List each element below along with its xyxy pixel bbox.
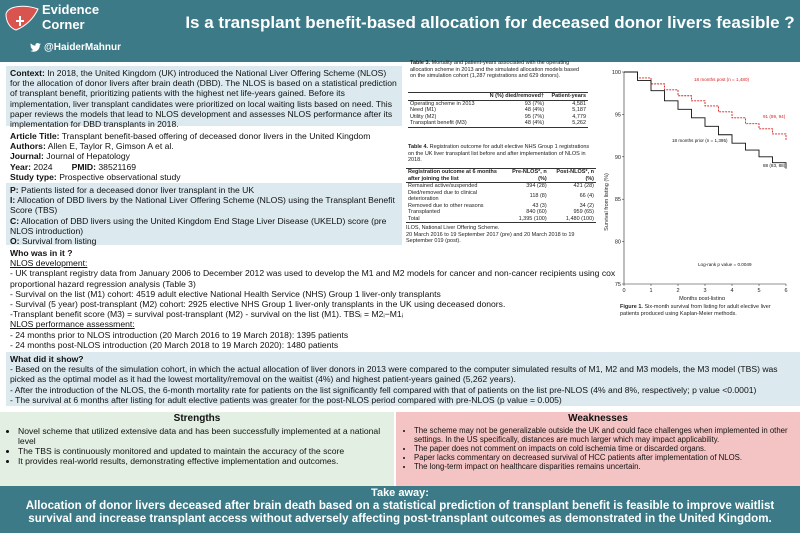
article-meta (6, 131, 402, 187)
pmid: 38521169 (98, 161, 137, 172)
weakness-item: • The scheme may not be generalizable outside the UK and could face challenges when implemented in other settings. In the US specifically, distances are much larger which may impact applicability. (414, 426, 796, 444)
perf-heading: NLOS performance assessment: (10, 319, 135, 330)
table4-caption (408, 144, 593, 164)
table4-cell: 43 (3) (532, 202, 547, 209)
pico-i: Allocation of DBD livers by the National Liver Offering Scheme (NLOS) using the Transplant Benefit Score (TBS) (10, 195, 395, 216)
what-heading: What did it show? (10, 354, 84, 364)
strength-item: • Novel scheme that utilized extensive data and has been successfully implemented at a national level (18, 426, 390, 446)
x-tick-label: 2 (676, 288, 680, 294)
x-tick-label: 5 (757, 288, 761, 294)
table4 (406, 168, 596, 245)
perf-line: - 24 months prior to NLOS introduction (20 March 2016 to 19 March 2018): 1395 patients (10, 329, 349, 340)
weakness-item: • The long-term impact on healthcare disparities remains uncertain. (414, 462, 796, 471)
table-row (408, 120, 588, 127)
table4-cell: Total (406, 216, 504, 223)
table3-cell: 5,187 (572, 107, 586, 113)
y-tick-label: 80 (614, 239, 621, 246)
table4-cell: 118 (8) (529, 192, 547, 199)
brand-name (42, 2, 99, 32)
context-text: In 2018, the United Kingdom (UK) introduced the National Liver Offering Scheme (NLOS) for the allocation of donor livers after brain death (DBD). The NLOS is based on a statistical prediction of transplant benefit, prioritizing patients with the highest net life-years gained. Before its implementation, liver transplant candidates were prioritized on local waiting lists based on need. This paper reviews the models that lead to NLOS development and assesses NLOS performance after its implementation for DBD transplants in 2018. (10, 68, 397, 130)
who-heading: Who was in it ? (10, 248, 73, 258)
table3-cell: 95 (7%) (524, 113, 545, 120)
pico-p-key: P: (10, 185, 19, 195)
weaknesses-heading: Weaknesses (568, 413, 628, 424)
what-section (6, 352, 800, 406)
brand-line-1: Evidence (42, 2, 100, 17)
y-axis-label: Survival from listing (%) (604, 173, 610, 231)
pico-c: Allocation of DBD livers using the United Kingdom End Stage Liver Disease (UKELD) score (pre NLOS introduction) (10, 215, 387, 236)
handle-text: @HaiderMahnur (44, 42, 121, 53)
weaknesses-box (396, 412, 800, 486)
series-label-prior: 18 months prior (n = 1,395) (672, 138, 728, 143)
page-title: Is a transplant benefit-based allocation for deceased donor livers feasible ? (185, 13, 795, 32)
pico-c-key: C: (10, 215, 20, 226)
dev-line: - Survival on the list (M1) cohort: 4519 adult elective National Health Service (NHS) Group 1 liver-only transplants (10, 288, 441, 299)
table4-caption-text: Registration outcome for adult elective NHS Group 1 registrations on the UK liver transplant list before and after implementation of NLOS in 2018. (408, 144, 590, 163)
table3-cell: 93 (7%) (524, 100, 545, 107)
pmid-label: PMID: (71, 161, 97, 172)
journal-label: Journal: (10, 151, 44, 162)
table3-cell: Need (M1) (410, 107, 436, 113)
dev-heading: NLOS development: (10, 258, 88, 269)
table3-cell: 4,779 (572, 113, 586, 120)
table4-cell: Transplanted (408, 209, 440, 215)
strength-item: • The TBS is continuously monitored and updated to maintain the accuracy of the score (18, 446, 390, 456)
series-label-post: 18 months post (n = 1,480) (694, 77, 750, 82)
annotation-post: 91 (89, 94) (763, 114, 786, 119)
study-type-label: Study type: (10, 171, 57, 182)
table3-header: N (%) died/removed† (483, 93, 547, 101)
x-tick-label: 6 (784, 288, 788, 294)
table-row (406, 183, 596, 190)
x-tick-label: 3 (703, 288, 707, 294)
x-axis-label: Months post-listing (679, 296, 725, 300)
what-line: - After the introduction of the NLOS, the 6-month mortality rate for patients on the list significantly fell compared with that of patients on the list pre-NLOS (4% and 8%, respectively; p value <0.0001) (10, 384, 757, 395)
strengths-box (0, 412, 394, 486)
table4-cell: 421 (28) (573, 183, 594, 189)
year: 2024 (33, 161, 53, 172)
y-tick-label: 95 (614, 112, 621, 119)
study-type: Prospective observational study (59, 171, 181, 182)
dev-line: -Transplant benefit score (M3) = survival post-transplant (M2) - survival on the list (M1). TBSᵢ = M2ᵢ−M1ᵢ (10, 309, 404, 320)
year-label: Year: (10, 161, 32, 172)
table3 (408, 92, 588, 128)
x-tick-label: 0 (622, 288, 626, 294)
takeaway-bar (0, 486, 800, 533)
context-label: Context: (10, 68, 45, 78)
table3-caption-label: Table 3. (410, 60, 431, 66)
table4-cell: 66 (4) (579, 192, 594, 199)
table4-cell: Removed due to other reasons (408, 202, 484, 209)
table3-cell: Transplant benefit (M3) (408, 120, 483, 127)
weakness-item: • The paper does not comment on impacts on cold ischemia time or discarded organs. (414, 444, 796, 453)
authors-label: Authors: (10, 141, 46, 152)
pico-p: Patients listed for a deceased donor liver transplant in the UK (20, 185, 255, 195)
weakness-item: • Paper lacks commentary on decreased survival of HCC patients after implementation of NLOS. (414, 453, 796, 462)
table4-cell: Died/removed due to clinical deterioration (408, 189, 478, 202)
table4-cell: 840 (60) (526, 209, 547, 215)
y-tick-label: 100 (611, 70, 621, 76)
table-row (406, 216, 596, 223)
survival-chart (598, 62, 798, 300)
table4-footnote: ILOS, National Liver Offering Scheme. (406, 225, 500, 231)
dev-line: - UK transplant registry data from January 2006 to December 2012 was used to develop the M1 and M2 models for cancer and non-cancer recipients using cox proportional hazard regression analysis (Table 3) (10, 268, 616, 289)
table4-header: Registration outcome at 6 months after joining the list (406, 169, 504, 183)
table4-cell: 394 (28) (526, 183, 547, 189)
table4-header: Pre-NLOS*, n (%) (504, 169, 549, 183)
table4-cell: 1,480 (100) (549, 216, 596, 223)
takeaway-heading: Take away: (371, 487, 429, 499)
y-tick-label: 85 (614, 197, 621, 204)
context-box (6, 66, 402, 130)
x-tick-label: 1 (649, 288, 653, 294)
table-row (408, 100, 588, 107)
table4-cell: 34 (2) (579, 202, 594, 209)
strengths-heading: Strengths (173, 413, 221, 424)
article-title-label: Article Title: (10, 131, 60, 141)
brand-line-2: Corner (42, 17, 85, 32)
figure-caption-text: Six-month survival from listing for adult elective liver patients produced using Kaplan-Meier methods. (620, 304, 771, 317)
pico-box (6, 183, 402, 245)
table3-header: Patient-years (546, 93, 588, 101)
journal: Journal of Hepatology (46, 151, 130, 162)
table3-cell: Operating scheme in 2013 (410, 100, 475, 107)
table3-cell: 48 (4%) (524, 107, 545, 113)
annotation-prior: 88 (83, 88) (763, 163, 786, 168)
takeaway-text: Allocation of donor livers deceased after brain death based on a statistical prediction of transplant benefit is feasible to improve waitlist survival and increase transplant access without adversely affecting post-transplant outcomes as demonstrated in the United Kingdom. (25, 499, 775, 525)
table3-cell: 48 (4%) (483, 120, 547, 127)
pico-o: Survival from listing (21, 236, 97, 247)
table4-cell: Remained active/suspended (408, 183, 478, 189)
series-line (624, 72, 786, 169)
series-line (624, 72, 786, 140)
article-title: Transplant benefit-based offering of deceased donor livers in the United Kingdom (61, 131, 371, 141)
y-tick-label: 90 (614, 154, 621, 161)
table3-header (408, 93, 483, 101)
table3-cell: Utility (M2) (410, 113, 437, 120)
figure-caption-label: Figure 1. (620, 304, 643, 310)
twitter-bird-icon (30, 43, 41, 52)
table3-cell: 5,262 (546, 120, 588, 127)
y-tick-label: 75 (614, 282, 621, 288)
authors: Allen E, Taylor R, Gimson A et al. (47, 141, 174, 152)
strength-item: • It provides real-world results, demonstrating effective implementation and outcomes. (18, 456, 390, 466)
pico-i-key: I: (10, 195, 16, 206)
perf-line: - 24 months post-NLOS introduction (20 March 2018 to 19 March 2020): 1480 patients (10, 339, 339, 350)
table4-cell: 1,395 (100) (504, 216, 549, 223)
header-bar (0, 0, 800, 62)
table4-footnote-2: 20 March 2016 to 19 September 2017 (pre) and 20 March 2018 to 19 September 019 (post). (406, 231, 575, 244)
table3-cell: 4,581 (572, 100, 586, 107)
figure-caption (620, 304, 790, 317)
table4-cell: 959 (65) (573, 209, 594, 215)
social-handle (30, 42, 121, 53)
liver-logo-icon (4, 4, 40, 34)
dev-line: - Survival (5 year) post-transplant (M2) cohort: 2925 elective NHS Group 1 liver-only transplants in the UK using deceased donors. (10, 299, 506, 310)
table4-caption-label: Table 4. (408, 144, 429, 150)
pico-o-key: O: (10, 236, 20, 247)
table3-caption (410, 60, 580, 80)
table-row (406, 190, 596, 203)
what-line: - The survival at 6 months after listing for adult elective patients was greater for the post-NLOS period compared with pre-NLOS (p value = 0.005) (10, 394, 562, 405)
table4-header: Post-NLOS*, n (%) (549, 169, 596, 183)
x-tick-label: 4 (730, 288, 734, 294)
what-line: - Based on the results of the simulation cohort, in which the actual allocation of liver donors in 2013 were compared to the computer simulated results of M1, M2 and M3 models, the M3 model (TBS) was picked as the optimal model as it had the lowest mortality/removal on the waitist (4%) and highest patient-years gained (5,262 years). (10, 364, 778, 385)
logrank-label: Log-rank p value = 0.0049 (698, 262, 752, 267)
table3-caption-text: Mortality and patient-years associated with the operating allocation scheme in 2013 and the simulated allocation models based on the simulation cohort (1,287 registrations and 629 donors). (410, 60, 580, 79)
